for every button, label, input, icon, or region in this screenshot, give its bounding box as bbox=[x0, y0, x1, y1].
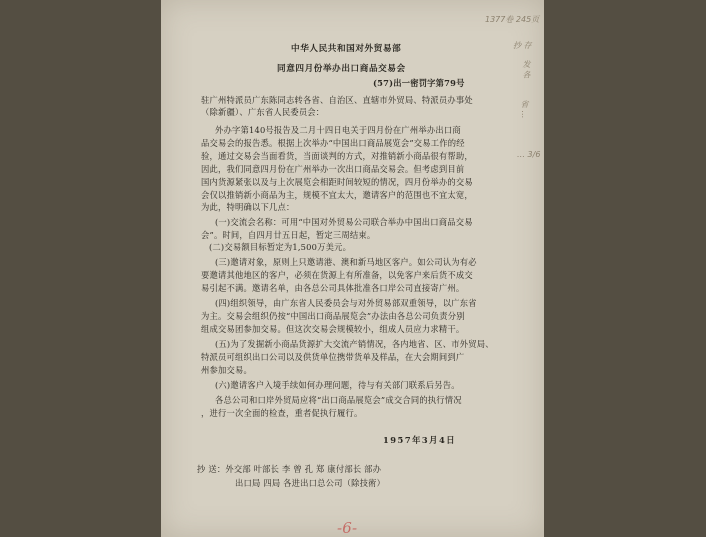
handwritten-archive-number: 1377卷 245页 bbox=[485, 15, 540, 24]
cc-line-2: 出口局 四局 各进出口总公司（除技術） bbox=[235, 478, 386, 488]
margin-note-4: … 3/6 bbox=[517, 150, 541, 159]
document-number: (57)出一密罚字第79号 bbox=[373, 78, 465, 88]
intro-line-2: 品交易会的报告悉。根据上次举办“中国出口商品展览会”交易工作的经 bbox=[201, 138, 465, 148]
intro-line-7: 为此，特明确以下几点： bbox=[201, 202, 295, 212]
item7-line-2: ，进行一次全面的检查，重者促执行履行。 bbox=[201, 408, 363, 418]
intro-line-3: 验，通过交易会当面看货，当面谈判的方式，对推销新小商品很有帮助， bbox=[201, 151, 473, 161]
intro-line-1: 外办字第140号报告及二月十四日电关于四月份在广州举办出口商 bbox=[215, 125, 461, 135]
addressee-line-1: 驻广州特派员广东陈同志转各省、自治区、直辖市外贸局、特派员办事处 bbox=[201, 95, 473, 105]
item4-line-2: 为主。交易会组织仍按“中国出口商品展览会”办法由各总公司负责分别 bbox=[201, 311, 465, 321]
intro-line-5: 国内货源紧张以及与上次展览会相距时间较短的情况，四月份举办的交易 bbox=[201, 177, 473, 187]
document-date: 1957年3月4日 bbox=[383, 435, 457, 445]
item4-line-3: 组成交易团参加交易。但这次交易会规模较小，组成人员应力求精干。 bbox=[201, 324, 465, 334]
addressee-line-2: （除新疆）、广东省人民委员会： bbox=[201, 107, 325, 117]
margin-note-3: 省 … bbox=[520, 100, 529, 119]
header-organization: 中华人民共和国对外贸易部 bbox=[291, 44, 402, 54]
item3-line-3: 易引起不满。邀请名单，由各总公司具体批准各口岸公司直接寄广州。 bbox=[201, 283, 465, 293]
item4-line-1: (四)组织领导，由广东省人民委员会与对外贸易部双重领导，以广东省 bbox=[215, 298, 477, 308]
item1-line-2: 会”。时间，自四月廿五日起，暂定三周结束。 bbox=[201, 230, 376, 240]
header-subject: 同意四月份举办出口商品交易会 bbox=[277, 64, 406, 74]
item3-line-2: 要邀请其他地区的客户，必须在货源上有所准备，以免客户来后货不成交 bbox=[201, 270, 473, 280]
item5-line-2: 特派员可组织出口公司以及供货单位携带货单及样品，在大会期间到广 bbox=[201, 352, 465, 362]
intro-line-6: 会仅以推销新小商品为主，规模不宜太大，邀请客户的范围也不宜太宽， bbox=[201, 190, 473, 200]
item3-line-1: (三)邀请对象，原则上只邀请港、澳和新马地区客户。如公司认为有必 bbox=[215, 257, 477, 267]
item7-line-1: 各总公司和口岸外贸局应将“出口商品展览会”成交合同的执行情况 bbox=[215, 395, 462, 405]
item5-line-1: (五)为了发掘新小商品货源扩大交流产销情况，各内地省、区、市外贸局、 bbox=[215, 339, 494, 349]
margin-note-2: 发 各 bbox=[522, 60, 531, 79]
intro-line-4: 因此，我们同意四月份在广州举办一次出口商品交易会。但考虑到目前 bbox=[201, 164, 465, 174]
item1-line-1: (一)交流会名称：可用“中国对外贸易公司联合举办中国出口商品交易 bbox=[215, 217, 473, 227]
item2-line-1: (二)交易额目标暂定为1,500万美元。 bbox=[209, 242, 352, 252]
page-number: -6- bbox=[337, 519, 358, 537]
cc-line-1: 抄 送：外交部 叶部长 李 曾 孔 郑 康付部长 部办 bbox=[197, 464, 382, 474]
document-page bbox=[161, 0, 544, 537]
item6-line-1: (六)邀请客户入境手续如何办理问题，待与有关部门联系后另告。 bbox=[215, 380, 460, 390]
item5-line-3: 州参加交易。 bbox=[201, 365, 252, 375]
margin-note-1: 抄 存 bbox=[513, 41, 532, 50]
